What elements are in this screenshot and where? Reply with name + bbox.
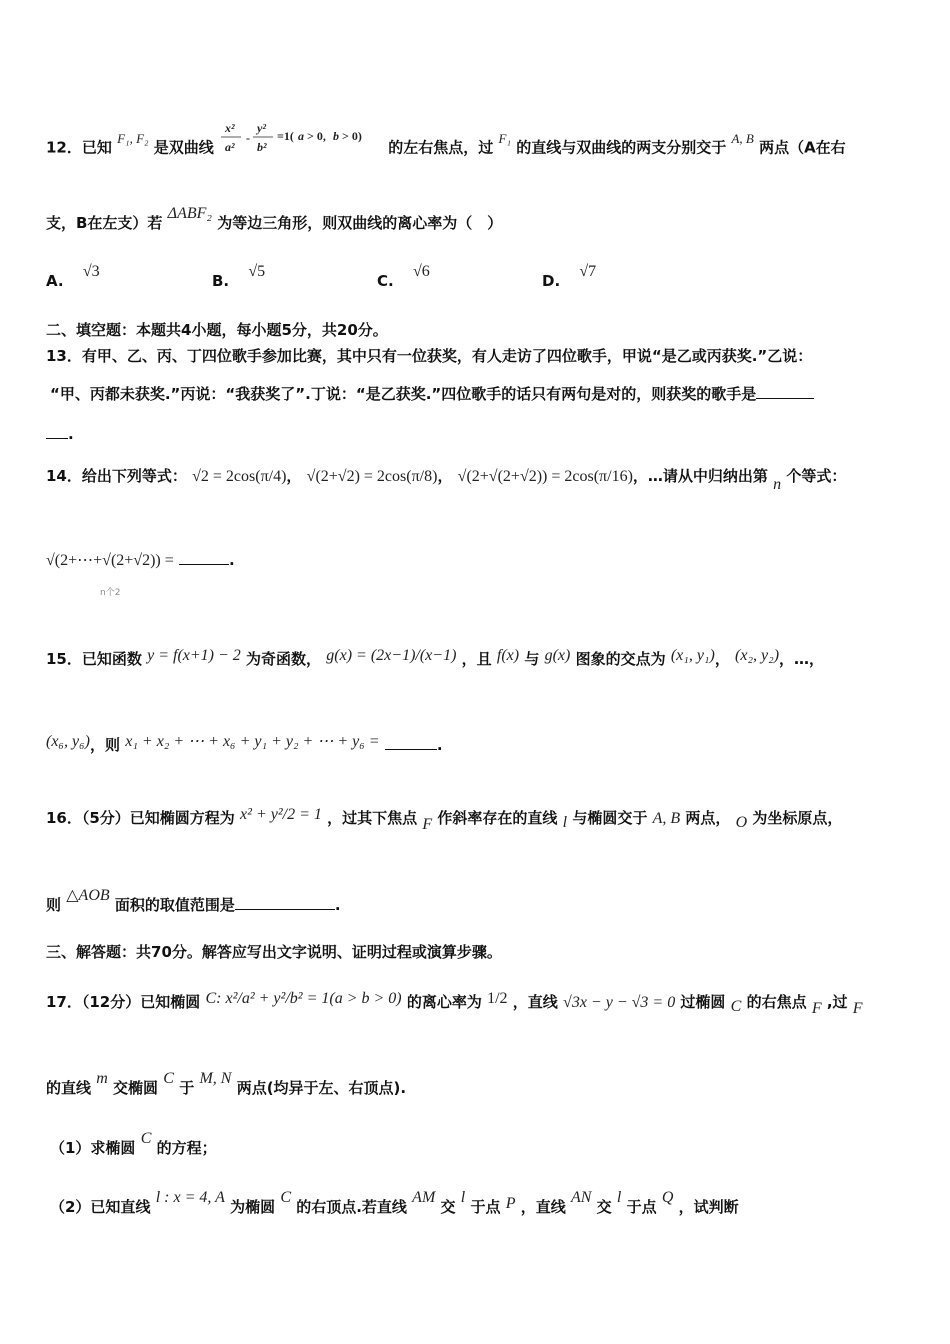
q17-ellipse-equation: C: x²/a² + y²/b² = 1(a > b > 0) bbox=[205, 990, 402, 1007]
q17-text: 的直线 bbox=[46, 1079, 92, 1097]
q14-equation-1: √2 = 2cos(π/4) bbox=[192, 468, 287, 485]
q12-text: 两点（A在右 bbox=[759, 138, 846, 157]
q17-text: 于点 bbox=[470, 1198, 501, 1216]
q17-text: ,过 bbox=[826, 993, 848, 1011]
q17-line-am: AM bbox=[412, 1189, 436, 1206]
q14-n: n bbox=[773, 476, 782, 493]
q14-number: 14．给出下列等式： bbox=[46, 467, 187, 485]
q15-point-1: (x₁, y₁) bbox=[670, 647, 715, 664]
svg-text:> 0): > 0) bbox=[342, 129, 362, 143]
option-value: √5 bbox=[248, 263, 266, 280]
option-label: D. bbox=[542, 272, 561, 290]
q14-end: . bbox=[228, 551, 235, 569]
q16-text: 则 bbox=[46, 896, 62, 914]
q15-text: 与 bbox=[524, 650, 540, 668]
q17-focus: F bbox=[852, 1000, 863, 1017]
q12-option-a[interactable] bbox=[46, 263, 100, 291]
svg-text:-: - bbox=[246, 131, 251, 145]
q16-text: 作斜率存在的直线 bbox=[437, 809, 558, 827]
q12-f1: F₁ bbox=[498, 130, 511, 146]
svg-text:> 0,: > 0, bbox=[307, 129, 326, 143]
q13-end: . bbox=[68, 425, 74, 443]
svg-text:y²: y² bbox=[257, 121, 266, 135]
q15-text: ，则 bbox=[89, 736, 120, 754]
q14-text: ，…请从中归纳出第 bbox=[632, 467, 768, 485]
q17-line-equation: √3x − y − √3 = 0 bbox=[563, 994, 676, 1011]
option-label: C. bbox=[377, 272, 394, 290]
q17-text: ，直线 bbox=[520, 1198, 566, 1216]
q17-number: 17．（12分）已知椭圆 bbox=[46, 993, 201, 1011]
q12-text: 是双曲线 bbox=[153, 138, 214, 157]
q12-option-d[interactable] bbox=[542, 263, 597, 291]
q17-text: 的右顶点.若直线 bbox=[296, 1198, 407, 1216]
q17-text: ，试判断 bbox=[678, 1198, 739, 1216]
q16-answer-blank[interactable] bbox=[235, 895, 335, 910]
q16-number: 16．（5分）已知椭圆方程为 bbox=[46, 809, 235, 827]
q17-ellipse-c: C bbox=[140, 1130, 152, 1147]
q12-points: A, B bbox=[731, 130, 754, 146]
q17-text: 的方程； bbox=[156, 1139, 217, 1157]
q16-points: A, B bbox=[652, 810, 681, 827]
q14-line1: 14．给出下列等式： √2 = 2cos(π/4)， √(2+√2) = 2cos(π/8)， √(2+√(2+√2)) = 2cos(π/16)，…请从中归纳出第 n 个等式： bbox=[46, 467, 847, 493]
q17-line-m: m bbox=[96, 1070, 108, 1087]
q16-line-l: l bbox=[562, 814, 568, 831]
q17-text: 的右焦点 bbox=[746, 993, 807, 1011]
q15-text: 为奇函数， bbox=[246, 650, 322, 668]
q17-text: 于 bbox=[179, 1079, 195, 1097]
q13-line1: 13．有甲、乙、丙、丁四位歌手参加比赛，其中只有一位获奖，有人走访了四位歌手，甲说“是乙或丙获奖.”乙说： bbox=[46, 347, 813, 365]
q13-line2 bbox=[50, 384, 814, 404]
q15-point-2: (x₂, y₂) bbox=[735, 647, 780, 664]
q15-fx: f(x) bbox=[496, 647, 520, 664]
q15-line2 bbox=[46, 735, 443, 756]
q17-line-l: l bbox=[460, 1189, 466, 1206]
q14-underbrace-label: n个2 bbox=[100, 588, 121, 598]
q12-text: 的左右焦点，过 bbox=[388, 138, 494, 157]
q17-text: （1）求椭圆 bbox=[50, 1139, 136, 1157]
q15-answer-blank[interactable] bbox=[385, 735, 437, 750]
q15-line1: 15．已知函数 y = f(x+1) − 2 为奇函数， g(x) = (2x−1)/(x−1) ，且 f(x) 与 g(x) 图象的交点为 (x₁, y₁)， (x₂, y₂)，…， bbox=[46, 647, 825, 668]
q12-text: 的直线与双曲线的两支分别交于 bbox=[516, 138, 727, 157]
q16-focus: F bbox=[422, 816, 433, 833]
option-label: B. bbox=[212, 272, 230, 290]
q17-point-q: Q bbox=[661, 1189, 674, 1206]
section-solution-title: 三、解答题：共70分。解答应写出文字说明、证明过程或演算步骤。 bbox=[46, 943, 502, 961]
q16-line1 bbox=[46, 806, 843, 833]
q16-text: ，过其下焦点 bbox=[327, 809, 418, 827]
svg-text:a²: a² bbox=[225, 140, 235, 154]
q16-text: 与椭圆交于 bbox=[572, 809, 648, 827]
q15-text: ，且 bbox=[461, 650, 492, 668]
q17-part2 bbox=[50, 1189, 739, 1218]
q17-part1 bbox=[50, 1130, 217, 1159]
q16-text: 两点， bbox=[685, 809, 731, 827]
q17-ellipse-c: C bbox=[280, 1189, 291, 1206]
q17-line-l: l : x = 4, A bbox=[155, 1189, 225, 1206]
q16-triangle: △AOB bbox=[66, 887, 110, 904]
q14-nested-radical: √(2+⋯+√(2+√2)) = bbox=[46, 552, 174, 569]
q12-text: 为等边三角形，则双曲线的离心率为（ ） bbox=[217, 214, 503, 232]
option-value: √3 bbox=[82, 263, 100, 280]
q16-text: 为坐标原点， bbox=[752, 809, 843, 827]
q17-point-p: P bbox=[505, 1195, 516, 1212]
svg-text:=1(: =1( bbox=[277, 129, 294, 143]
q15-end: . bbox=[436, 736, 443, 754]
q12-number: 12．已知 bbox=[46, 138, 112, 157]
svg-text:x²: x² bbox=[225, 121, 235, 135]
q13-text: “甲、丙都未获奖.”丙说：“我获奖了”.丁说：“是乙获奖.”四位歌手的话只有两句是对的，则获奖的歌手是 bbox=[50, 385, 757, 403]
section-fill-in-title: 二、填空题：本题共4小题，每小题5分，共20分。 bbox=[46, 321, 388, 339]
q17-text: 两点(均异于左、右顶点). bbox=[236, 1079, 407, 1097]
q12-line1 bbox=[46, 121, 846, 170]
q17-eccentricity: 1/2 bbox=[487, 990, 508, 1007]
q16-line2 bbox=[46, 887, 341, 916]
q14-equation-2: √(2+√2) = 2cos(π/8) bbox=[306, 468, 438, 485]
q15-number: 15．已知函数 bbox=[46, 650, 142, 668]
q14-text: 个等式： bbox=[786, 467, 847, 485]
q17-line2 bbox=[46, 1070, 407, 1099]
q17-text: 为椭圆 bbox=[230, 1198, 276, 1216]
q14-line2 bbox=[46, 550, 235, 571]
q17-line-l: l bbox=[616, 1189, 622, 1206]
q16-origin: O bbox=[735, 814, 748, 831]
svg-text:b: b bbox=[333, 129, 340, 143]
q17-text: （2）已知直线 bbox=[50, 1198, 151, 1216]
q14-answer-blank[interactable] bbox=[179, 550, 229, 565]
option-value: √6 bbox=[412, 263, 430, 280]
q13-answer-blank[interactable] bbox=[756, 384, 814, 399]
q12-option-b[interactable] bbox=[212, 263, 266, 291]
svg-text:b²: b² bbox=[257, 140, 267, 154]
q17-focus: F bbox=[811, 1000, 822, 1017]
q15-function-g: g(x) = (2x−1)/(x−1) bbox=[326, 647, 457, 664]
q12-line2 bbox=[46, 205, 503, 234]
q17-line1 bbox=[46, 990, 863, 1017]
q17-text: 交 bbox=[440, 1198, 456, 1216]
q15-text: ，…， bbox=[779, 650, 825, 668]
q16-ellipse-equation: x² + y²/2 = 1 bbox=[240, 806, 322, 823]
q17-text: 交椭圆 bbox=[113, 1079, 159, 1097]
q16-text: 面积的取值范围是 bbox=[114, 896, 235, 914]
q12-hyperbola-formula bbox=[219, 118, 383, 162]
q15-sum-expression: x₁ + x₂ + ⋯ + x₆ + y₁ + y₂ + ⋯ + y₆ = bbox=[125, 733, 380, 750]
q12-option-c[interactable] bbox=[377, 263, 430, 291]
q13-answer-blank-cont[interactable] bbox=[46, 424, 68, 439]
q17-text: 交 bbox=[596, 1198, 612, 1216]
q17-line-an: AN bbox=[570, 1189, 592, 1206]
svg-text:a: a bbox=[298, 129, 305, 143]
q12-text: 支，B在左支）若 bbox=[46, 214, 163, 232]
q17-text: ，直线 bbox=[512, 993, 558, 1011]
q15-text: 图象的交点为 bbox=[575, 650, 666, 668]
q14-equation-3: √(2+√(2+√2)) = 2cos(π/16) bbox=[457, 468, 633, 485]
q17-points: M, N bbox=[199, 1070, 232, 1087]
q17-text: 于点 bbox=[626, 1198, 657, 1216]
q12-foci: F₁, F₂ bbox=[117, 130, 149, 146]
q16-end: . bbox=[334, 896, 341, 914]
q15-function-f: y = f(x+1) − 2 bbox=[147, 647, 241, 664]
option-value: √7 bbox=[579, 263, 597, 280]
q17-ellipse-c: C bbox=[163, 1070, 174, 1087]
q12-triangle: ΔABF₂ bbox=[167, 205, 212, 222]
q15-point-6: (x₆, y₆) bbox=[46, 733, 90, 750]
q15-gx: g(x) bbox=[544, 647, 571, 664]
q17-text: 过椭圆 bbox=[680, 993, 726, 1011]
q17-text: 的离心率为 bbox=[406, 993, 482, 1011]
option-label: A. bbox=[46, 272, 64, 290]
q17-ellipse-c: C bbox=[730, 998, 742, 1015]
q13-line3 bbox=[46, 424, 74, 444]
